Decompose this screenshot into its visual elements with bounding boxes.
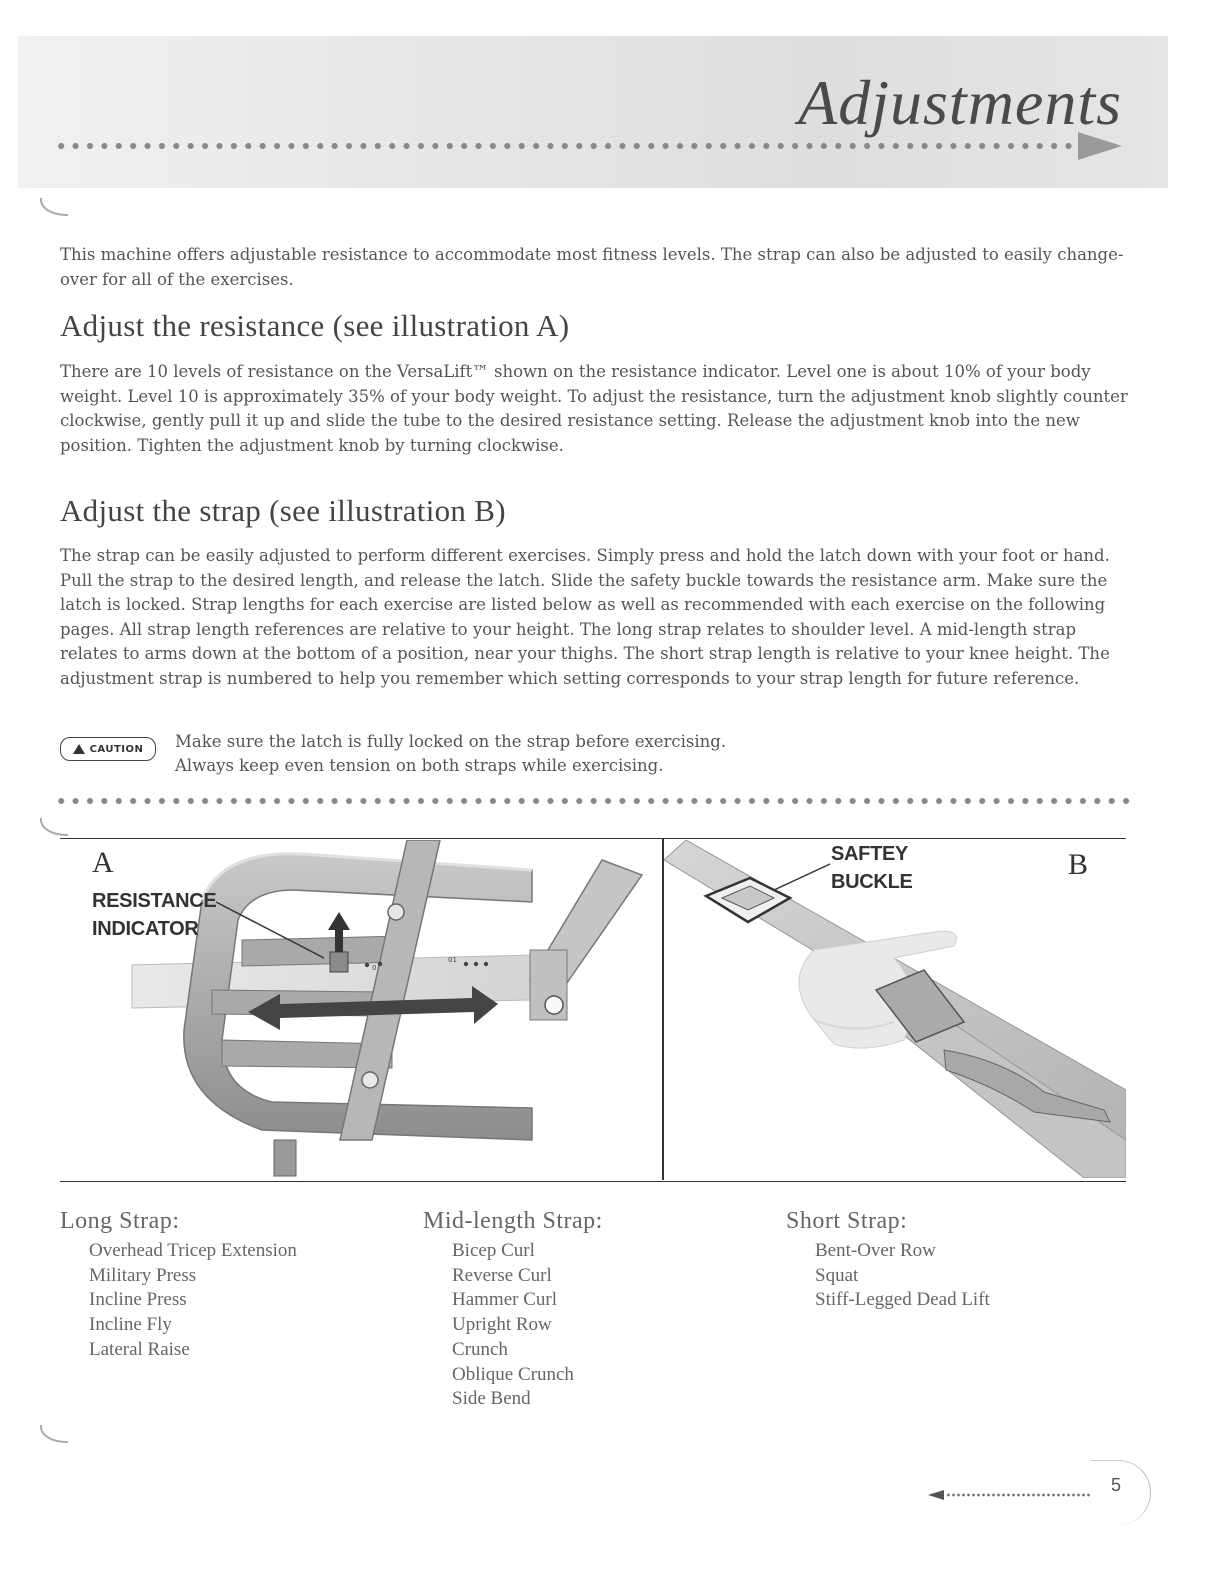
footer-arrow-icon — [928, 1490, 944, 1500]
corner-mark-bottom — [40, 1425, 68, 1443]
short-strap-list — [786, 1208, 990, 1313]
list-item: Upright Row — [452, 1314, 552, 1336]
list-item: Crunch — [452, 1338, 508, 1360]
long-strap-list — [60, 1208, 297, 1363]
resistance-indicator-label — [92, 887, 216, 943]
footer-dot-leader — [946, 1493, 1090, 1497]
mid-length-strap-list — [423, 1208, 603, 1412]
resistance-paragraph: There are 10 levels of resistance on the VersaLift™ shown on the resistance indicator. Level one is about 10% of your body weight. Level 10 is approximately 35% of your body weight. To adjust the resistance, turn the adjustment knob slightly counter clockwise, gently pull it up and slide the tube to the desired resistance setting. Release the adjustment knob into the new position. Tighten the adjustment knob by turning clockwise. — [60, 362, 1128, 455]
list-item: Incline Fly — [89, 1314, 172, 1336]
page-number: 5 — [1111, 1475, 1122, 1495]
strap-list-title: Mid-length Strap: — [423, 1208, 603, 1234]
header-arrow-icon — [1078, 132, 1122, 160]
list-item: Military Press — [89, 1264, 197, 1286]
list-item: Bicep Curl — [452, 1240, 535, 1261]
warning-triangle-icon — [73, 744, 85, 754]
page-title: Adjustments — [798, 67, 1122, 138]
caution-badge — [60, 737, 156, 761]
list-item: Side Bend — [452, 1388, 531, 1410]
section-dot-rule — [54, 795, 1130, 807]
list-item: Overhead Tricep Extension — [89, 1240, 297, 1261]
scale-mark-0: 0 — [372, 964, 377, 972]
corner-mark-middle — [40, 818, 68, 836]
caution-line: Always keep even tension on both straps while exercising. — [175, 756, 664, 775]
caution-line: Make sure the latch is fully locked on the strap before exercising. — [175, 732, 727, 751]
list-item: Stiff-Legged Dead Lift — [815, 1289, 990, 1311]
list-item: Bent-Over Row — [815, 1240, 936, 1261]
corner-mark-top — [40, 198, 68, 216]
list-item: Hammer Curl — [452, 1289, 558, 1311]
intro-paragraph: This machine offers adjustable resistance to accommodate most fitness levels. The strap can also be adjusted to easily change-over for all of the exercises. — [60, 245, 1124, 289]
caution-badge-label: CAUTION — [89, 743, 144, 755]
list-item: Squat — [815, 1264, 859, 1286]
illustration-b-letter: B — [1068, 848, 1089, 881]
illustration-a-letter: A — [92, 846, 114, 879]
list-item: Oblique Crunch — [452, 1363, 574, 1385]
safety-buckle-label — [831, 840, 913, 896]
strap-paragraph: The strap can be easily adjusted to perform different exercises. Simply press and hold the latch down with your foot or hand. Pull the strap to the desired length, and release the latch. Slide the safety buckle towards the resistance arm. Make sure the latch is locked. Strap lengths for each exercise are listed below as well as recommended with each exercise on the following pages. All strap length references are relative to your height. The long strap relates to shoulder level. A mid-length strap relates to arms down at the bottom of a position, near your thighs. The short strap length is relative to your knee height. The adjustment strap is numbered to help you remember which setting corresponds to your strap length for future reference. — [60, 546, 1110, 688]
label-line: BUCKLE — [831, 871, 913, 893]
label-line: INDICATOR — [92, 918, 199, 940]
label-line: SAFTEY — [831, 843, 909, 865]
caution-text — [175, 730, 726, 778]
label-line: RESISTANCE — [92, 890, 217, 912]
resistance-heading: Adjust the resistance (see illustration A) — [60, 308, 570, 343]
header-dot-rule — [54, 140, 1082, 152]
scale-mark-01: 01 — [448, 956, 457, 964]
strap-list-title: Long Strap: — [60, 1208, 180, 1234]
strap-heading: Adjust the strap (see illustration B) — [60, 493, 506, 528]
list-item: Reverse Curl — [452, 1264, 552, 1286]
list-item: Lateral Raise — [89, 1338, 190, 1360]
list-item: Incline Press — [89, 1289, 187, 1311]
strap-list-title: Short Strap: — [786, 1208, 908, 1234]
